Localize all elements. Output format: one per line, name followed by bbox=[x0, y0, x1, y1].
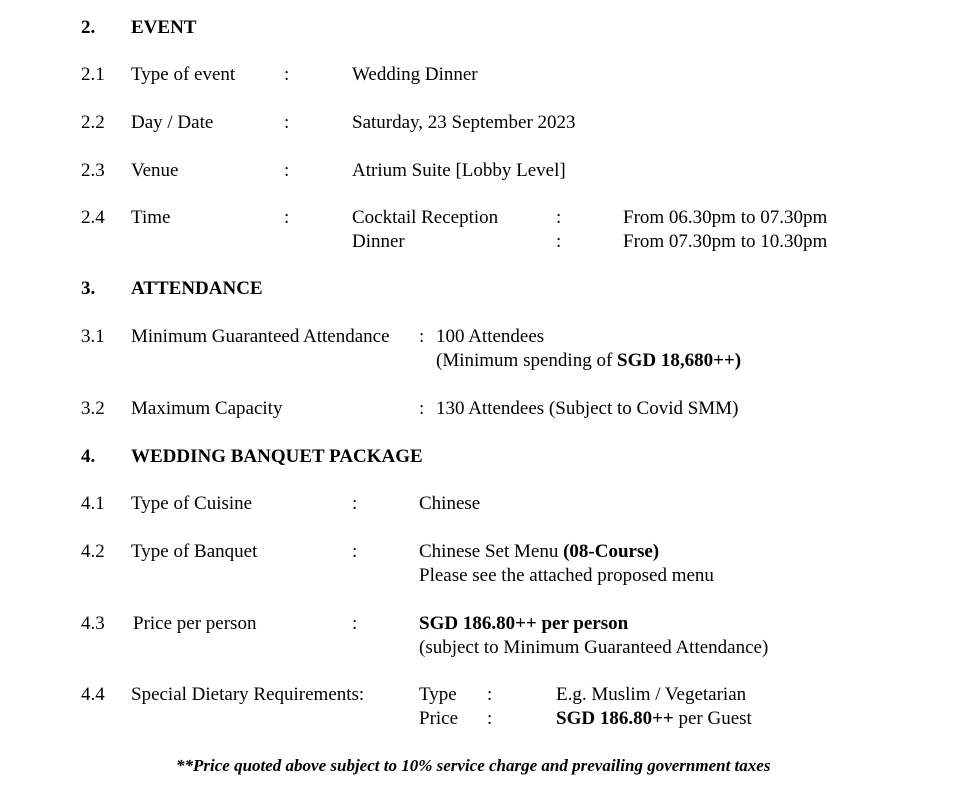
time-cocktail-label: Cocktail Reception bbox=[352, 207, 499, 228]
section-4-title: WEDDING BANQUET PACKAGE bbox=[131, 446, 423, 467]
dietary-type-label: Type bbox=[419, 684, 457, 705]
item-3-2-number: 3.2 bbox=[81, 398, 105, 419]
item-2-2-separator: : bbox=[284, 112, 290, 133]
time-cocktail-value: From 06.30pm to 07.30pm bbox=[623, 207, 828, 228]
item-3-2-separator: : bbox=[419, 398, 425, 419]
dietary-type-value: E.g. Muslim / Vegetarian bbox=[556, 684, 747, 705]
price-per-person-note: (subject to Minimum Guaranteed Attendance) bbox=[419, 637, 769, 658]
minimum-spending-note bbox=[436, 349, 741, 373]
item-2-4-separator: : bbox=[284, 207, 290, 228]
item-4-2-separator: : bbox=[352, 541, 358, 562]
item-4-3-separator: : bbox=[352, 613, 358, 634]
item-4-3-label: Price per person bbox=[133, 613, 257, 634]
dietary-price-label: Price bbox=[419, 708, 459, 729]
item-4-4-number: 4.4 bbox=[81, 684, 105, 705]
item-3-1-label: Minimum Guaranteed Attendance bbox=[131, 326, 390, 347]
item-2-1-separator: : bbox=[284, 64, 290, 85]
item-2-3-number: 2.3 bbox=[81, 160, 105, 181]
item-4-1-value: Chinese bbox=[419, 493, 481, 514]
item-2-2-number: 2.2 bbox=[81, 112, 105, 133]
item-2-1-number: 2.1 bbox=[81, 64, 105, 85]
item-2-4-label: Time bbox=[131, 207, 171, 228]
banquet-course-count: (08-Course) bbox=[563, 541, 660, 562]
item-3-2-value: 130 Attendees (Subject to Covid SMM) bbox=[436, 398, 739, 419]
price-per-person-value: SGD 186.80++ per person bbox=[419, 613, 629, 634]
item-4-2-label: Type of Banquet bbox=[131, 541, 258, 562]
time-cocktail-separator: : bbox=[556, 207, 562, 228]
item-3-1-number: 3.1 bbox=[81, 326, 105, 347]
item-2-1-value: Wedding Dinner bbox=[352, 64, 478, 85]
item-4-1-label: Type of Cuisine bbox=[131, 493, 253, 514]
section-3-number: 3. bbox=[81, 278, 96, 299]
banquet-type-text: Chinese Set Menu bbox=[419, 541, 564, 562]
dietary-price-unit: per Guest bbox=[673, 708, 752, 729]
minimum-spending-text: (Minimum spending of bbox=[436, 350, 618, 371]
section-2-title: EVENT bbox=[131, 17, 197, 38]
section-4-number: 4. bbox=[81, 446, 96, 467]
item-2-3-label: Venue bbox=[131, 160, 179, 181]
item-2-1-label: Type of event bbox=[131, 64, 236, 85]
price-footnote: **Price quoted above subject to 10% service charge and prevailing government taxes bbox=[176, 756, 771, 775]
dietary-price-separator: : bbox=[487, 708, 493, 729]
time-dinner-value: From 07.30pm to 10.30pm bbox=[623, 231, 828, 252]
dietary-price-value bbox=[556, 707, 752, 731]
item-2-3-value: Atrium Suite [Lobby Level] bbox=[352, 160, 566, 181]
item-4-1-number: 4.1 bbox=[81, 493, 105, 514]
time-dinner-separator: : bbox=[556, 231, 562, 252]
item-3-1-value: 100 Attendees bbox=[436, 326, 545, 347]
dietary-type-separator: : bbox=[487, 684, 493, 705]
item-2-4-number: 2.4 bbox=[81, 207, 105, 228]
item-4-2-value bbox=[419, 540, 659, 564]
item-4-4-label: Special Dietary Requirements: bbox=[131, 684, 365, 705]
item-4-2-number: 4.2 bbox=[81, 541, 105, 562]
item-2-2-label: Day / Date bbox=[131, 112, 214, 133]
dietary-price-amount: SGD 186.80++ bbox=[556, 708, 674, 729]
item-3-1-separator: : bbox=[419, 326, 425, 347]
minimum-spending-amount: SGD 18,680++) bbox=[617, 350, 742, 371]
banquet-menu-note: Please see the attached proposed menu bbox=[419, 565, 714, 586]
time-dinner-label: Dinner bbox=[352, 231, 405, 252]
item-4-1-separator: : bbox=[352, 493, 358, 514]
item-3-2-label: Maximum Capacity bbox=[131, 398, 283, 419]
item-4-3-number: 4.3 bbox=[81, 613, 105, 634]
item-2-2-value: Saturday, 23 September 2023 bbox=[352, 112, 576, 133]
section-3-title: ATTENDANCE bbox=[131, 278, 263, 299]
section-2-number: 2. bbox=[81, 17, 96, 38]
item-2-3-separator: : bbox=[284, 160, 290, 181]
